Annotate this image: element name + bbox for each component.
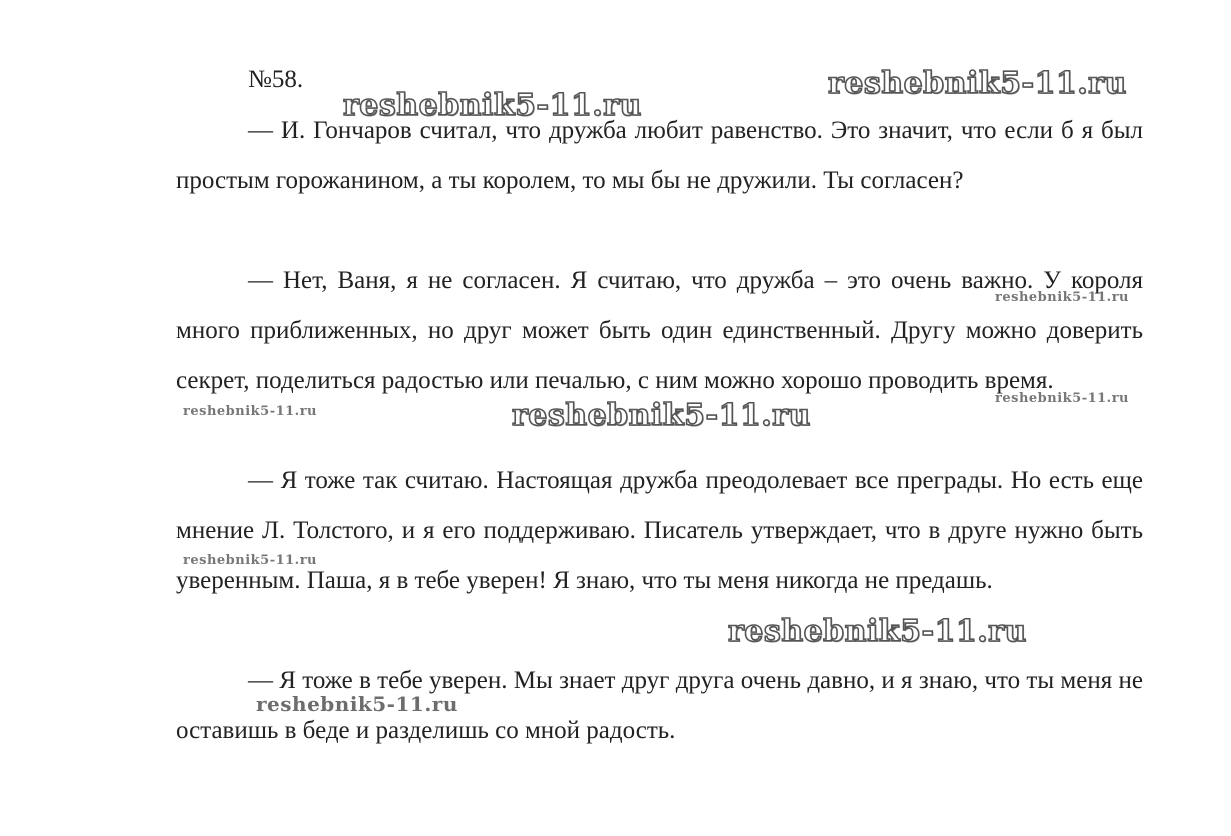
exercise-number: №58. [248, 66, 304, 93]
watermark: reshebnik5-11.ru [343, 88, 642, 123]
watermark: reshebnik5-11.ru [183, 553, 318, 568]
watermark: reshebnik5-11.ru [995, 391, 1130, 406]
watermark: reshebnik5-11.ru [728, 614, 1027, 649]
paragraph-3: — Я тоже так считаю. Настоящая дружба преодолевает все преграды. Но есть еще мнение Л. Толстого, и я его поддерживаю. Писатель утверждает, что в друге нужно быть уверенным. Паша, я в тебе уверен! Я знаю, что ты меня никогда не предашь. [176, 467, 1143, 594]
watermark: reshebnik5-11.ru [256, 692, 458, 716]
paragraph-4: — Я тоже в тебе уверен. Мы знает друг друга очень давно, и я знаю, что ты меня не оставишь в беде и разделишь со мной радость. [176, 667, 1143, 744]
paragraph-1: — И. Гончаров считал, что дружба любит равенство. Это значит, что если б я был простым горожанином, а ты королем, то мы бы не дружили. Ты согласен? [176, 117, 1143, 194]
paragraph-2: — Нет, Ваня, я не согласен. Я считаю, что дружба – это очень важно. У короля много приближенных, но друг может быть один единственный. Другу можно доверить секрет, поделиться радостью или печалью, с ним можно хорошо проводить время. [176, 267, 1143, 394]
watermark: reshebnik5-11.ru [995, 290, 1130, 305]
watermark: reshebnik5-11.ru [512, 398, 811, 433]
watermark: reshebnik5-11.ru [828, 66, 1127, 101]
watermark: reshebnik5-11.ru [183, 404, 318, 419]
